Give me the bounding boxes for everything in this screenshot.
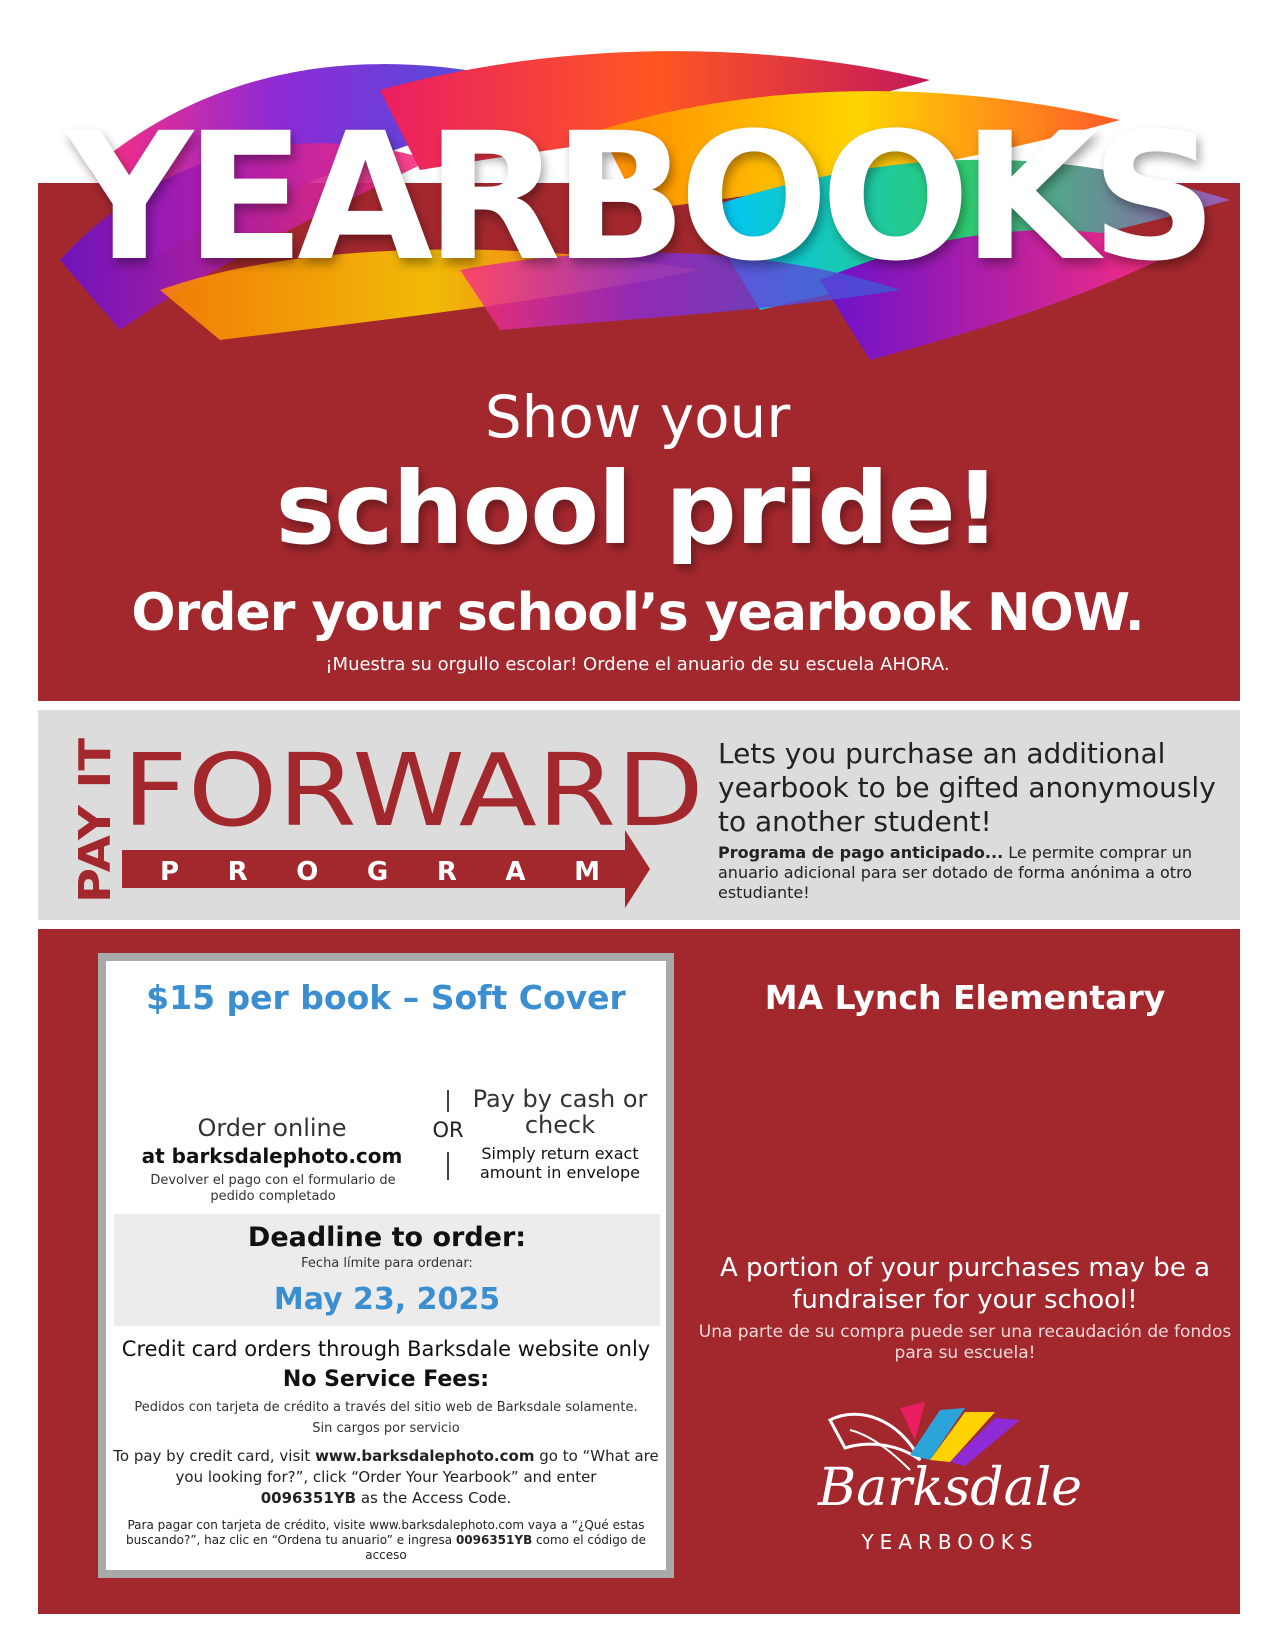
credit-card-instructions [108, 1446, 664, 1509]
program-word: P R O G R A M [160, 857, 600, 887]
instr-es-part-2: como el código de acceso [365, 1533, 647, 1562]
barksdale-logo-script: Barksdale [818, 1458, 1082, 1518]
barksdale-logo-subtitle: YEARBOOKS [861, 1530, 1039, 1554]
fundraiser-note-spanish: Una parte de su compra puede ser una recaudación de fondos para su escuela! [698, 1322, 1232, 1363]
access-code-spanish: 0096351YB [455, 1533, 533, 1547]
credit-card-note: Credit card orders through Barksdale website only [121, 1337, 651, 1361]
tagline-big: school pride! [275, 450, 1000, 567]
deadline-date: May 23, 2025 [273, 1282, 501, 1317]
pay-cash-label: Pay by cash or check [472, 1085, 648, 1139]
no-service-fees: No Service Fees: [282, 1367, 490, 1392]
pay-it-forward-logo [60, 735, 710, 910]
fundraiser-note: A portion of your purchases may be a fundraiser for your school! [719, 1253, 1211, 1315]
pay-it-forward-description: Lets you purchase an additional yearbook to be gifted anonymously to another student! [718, 737, 1216, 838]
yearbooks-title: YEARBOOKS [65, 95, 1210, 300]
instr-part-3: as the Access Code. [356, 1489, 512, 1507]
pay-it-forward-spanish-text: Le permite comprar un anuario adicional para ser dotado de forma anónima a otro estudiante! [718, 843, 1193, 902]
instr-part-2: go to “What are you looking for?”, click “Order Your Yearbook” and enter [175, 1447, 659, 1486]
pay-it-forward-spanish-bold: Programa de pago anticipado... [718, 843, 1004, 862]
instr-es-part-1: Para pagar con tarjeta de crédito, visite www.barksdalephoto.com vaya a “¿Qué estas buscando?”, haz clic en “Ordena tu anuario” e ingresa [125, 1518, 645, 1547]
pay-it-forward-description-spanish [718, 843, 1238, 903]
order-online-link[interactable]: at barksdalephoto.com [141, 1144, 403, 1168]
call-to-action-spanish: ¡Muestra su orgullo escolar! Ordene el anuario de su escuela AHORA. [325, 654, 950, 675]
no-fees-spanish: Sin cargos por servicio [312, 1421, 460, 1436]
credit-card-note-spanish: Pedidos con tarjeta de crédito a través del sitio web de Barksdale solamente. [134, 1400, 638, 1415]
instr-part-1: To pay by credit card, visit [113, 1447, 316, 1465]
or-divider-bottom [447, 1152, 449, 1180]
order-online-spanish: Devolver el pago con el formulario de pedido completado [150, 1173, 396, 1204]
pay-it-side-text: PAY IT [70, 751, 121, 903]
tagline-small: Show your [484, 383, 791, 451]
deadline-spanish: Fecha límite para ordenar: [301, 1256, 473, 1271]
call-to-action: Order your school’s yearbook NOW. [131, 583, 1144, 643]
pay-cash-instructions: Simply return exact amount in envelope [479, 1144, 641, 1182]
school-name: MA Lynch Elementary [764, 978, 1166, 1017]
forward-word: FORWARD [122, 735, 704, 849]
or-divider-top [447, 1090, 449, 1112]
deadline-title: Deadline to order: [247, 1222, 527, 1253]
access-code: 0096351YB [260, 1489, 357, 1507]
credit-card-instructions-spanish [108, 1518, 664, 1563]
instr-website-link[interactable]: www.barksdalephoto.com [315, 1447, 535, 1465]
order-online-label: Order online [197, 1114, 347, 1142]
or-label: OR [432, 1118, 464, 1142]
price-heading: $15 per book – Soft Cover [146, 978, 626, 1017]
